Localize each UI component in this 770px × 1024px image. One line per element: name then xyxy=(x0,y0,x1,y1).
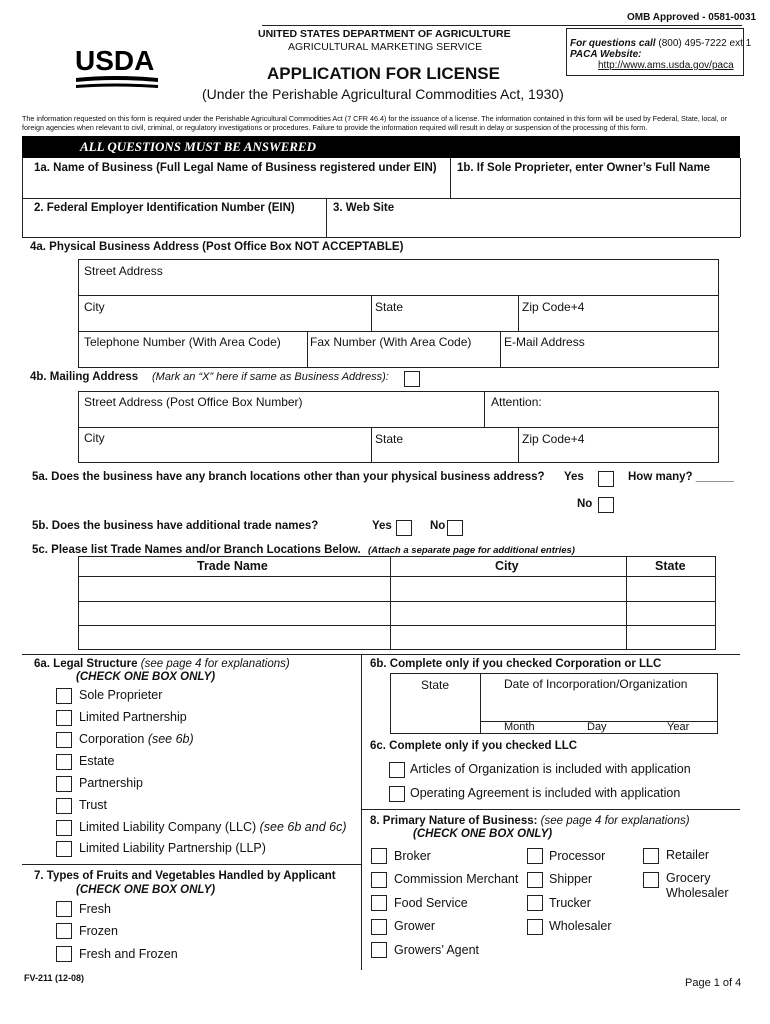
physical-row-rule-1 xyxy=(78,295,719,296)
legal-estate-label: Estate xyxy=(79,754,115,768)
mailing-state-field[interactable]: State xyxy=(375,432,404,446)
physical-street-field[interactable]: Street Address xyxy=(84,264,163,278)
q7-fresh-checkbox[interactable] xyxy=(56,901,72,917)
physical-row-rule-2 xyxy=(78,331,719,332)
paca-website-link[interactable]: http://www.ams.usda.gov/paca xyxy=(598,60,734,71)
physical-state-field[interactable]: State xyxy=(375,300,404,314)
legal-sole-proprieter-label: Sole Proprieter xyxy=(79,688,163,702)
mailing-street-field[interactable]: Street Address (Post Office Box Number) xyxy=(84,395,303,409)
q6b-year-label: Year xyxy=(667,721,690,733)
trade-names-table xyxy=(78,556,716,650)
physical-zip-field[interactable]: Zip Code+4 xyxy=(522,300,585,314)
form-id: FV-211 (12-08) xyxy=(24,973,85,983)
physical-zip-divider xyxy=(518,295,519,331)
right-frame xyxy=(740,158,741,237)
trade-row-rule-2 xyxy=(78,601,716,602)
q7-check-note: (CHECK ONE BOX ONLY) xyxy=(76,884,216,896)
q5b-no-checkbox[interactable] xyxy=(447,520,463,536)
q6b-month-label: Month xyxy=(504,721,535,733)
legal-partnership-label: Partnership xyxy=(79,776,143,790)
mailing-zip-divider xyxy=(518,427,519,463)
q5b-yes-checkbox[interactable] xyxy=(396,520,412,536)
q5a-yes-checkbox[interactable] xyxy=(598,471,614,487)
legal-limited-partnership-label: Limited Partnership xyxy=(79,710,187,724)
mailing-city-field[interactable]: City xyxy=(84,431,105,445)
physical-fax-divider xyxy=(307,331,308,368)
trade-header-state: State xyxy=(655,559,686,573)
usda-logo-text: USDA xyxy=(75,45,155,76)
mailing-state-divider xyxy=(371,427,372,463)
q5c-label: 5c. Please list Trade Names and/or Branch Locations Below. xyxy=(32,544,361,556)
trade-header-name: Trade Name xyxy=(197,559,268,573)
physical-email-field[interactable]: E-Mail Address xyxy=(504,335,585,349)
q7-fresh-frozen-label: Fresh and Frozen xyxy=(79,947,178,961)
q6b-state-field[interactable]: State xyxy=(421,678,450,692)
notice-text: The information requested on this form is required under the Perishable Agricultural Commodities Act (7 CFR 46.4) for the issuance of a license. The information contained in this form will be used by Federal, State, local, or foreign agencies when relevant to civil, criminal, or regulatory investigations or procedures. Failure to provide the information required will result in delay or suspension of the processing of this form. xyxy=(22,114,727,132)
q5b-no-label: No xyxy=(430,520,446,532)
q8-shipper-label: Shipper xyxy=(549,872,593,886)
q8-processor-checkbox[interactable] xyxy=(527,848,543,864)
same-address-checkbox[interactable] xyxy=(404,371,420,387)
q6c-articles-checkbox[interactable] xyxy=(389,762,405,778)
lower-top-rule xyxy=(22,654,740,655)
q8-check-note: (CHECK ONE BOX ONLY) xyxy=(413,828,553,840)
q8-retailer-checkbox[interactable] xyxy=(643,848,659,864)
trade-row-rule-3 xyxy=(78,625,716,626)
legal-corporation-label: Corporation (see 6b) xyxy=(79,732,194,746)
q8-food-service-checkbox[interactable] xyxy=(371,895,387,911)
q8-processor-label: Processor xyxy=(549,849,606,863)
q8-trucker-label: Trucker xyxy=(549,896,591,910)
q1a-label: 1a. Name of Business (Full Legal Name of Business registered under EIN) xyxy=(34,162,437,174)
legal-sole-proprieter-checkbox[interactable] xyxy=(56,688,72,704)
q8-food-service-label: Food Service xyxy=(394,896,468,910)
legal-corporation-checkbox[interactable] xyxy=(56,732,72,748)
q7-frozen-checkbox[interactable] xyxy=(56,923,72,939)
q5a-yes-label: Yes xyxy=(564,471,584,483)
q6b-day-label: Day xyxy=(587,721,607,733)
q6a-check-note: (CHECK ONE BOX ONLY) xyxy=(76,671,216,683)
q8-wholesaler-checkbox[interactable] xyxy=(527,919,543,935)
trade-col-rule-2 xyxy=(626,556,627,650)
questions-call: For questions call (800) 495-7222 ext 1 xyxy=(570,38,752,49)
q2-bottom-rule xyxy=(22,237,740,238)
physical-city-field[interactable]: City xyxy=(84,300,105,314)
q8-growers-agent-checkbox[interactable] xyxy=(371,942,387,958)
q1-divider xyxy=(450,158,451,198)
q5b-yes-label: Yes xyxy=(372,520,392,532)
legal-llc-label: Limited Liability Company (LLC) (see 6b and 6c) xyxy=(79,820,347,834)
q8-label: 8. Primary Nature of Business: (see page 4 for explanations) xyxy=(370,815,690,827)
q8-broker-label: Broker xyxy=(394,849,431,863)
legal-llp-label: Limited Liability Partnership (LLP) xyxy=(79,841,266,855)
q4b-label: 4b. Mailing Address xyxy=(30,371,139,383)
omb-rule xyxy=(262,25,742,26)
q5c-note: (Attach a separate page for additional entries) xyxy=(368,545,575,556)
q8-shipper-checkbox[interactable] xyxy=(527,872,543,888)
legal-trust-checkbox[interactable] xyxy=(56,798,72,814)
paca-website-label: PACA Website: xyxy=(570,49,642,60)
q8-wholesaler-label: Wholesaler xyxy=(549,919,612,933)
q8-commission-merchant-checkbox[interactable] xyxy=(371,872,387,888)
incorporation-divider xyxy=(480,673,481,734)
q6b-date-field[interactable]: Date of Incorporation/Organization xyxy=(504,677,688,691)
mailing-attention-divider xyxy=(484,391,485,427)
legal-llp-checkbox[interactable] xyxy=(56,841,72,857)
q8-retailer-label: Retailer xyxy=(666,848,710,862)
legal-trust-label: Trust xyxy=(79,798,108,812)
q8-commission-merchant-label: Commission Merchant xyxy=(394,872,519,886)
q5b-label: 5b. Does the business have additional trade names? xyxy=(32,520,319,532)
q6c-bottom-rule xyxy=(361,809,740,810)
q7-frozen-label: Frozen xyxy=(79,924,118,938)
usda-logo xyxy=(74,42,160,92)
q6a-label: 6a. Legal Structure (see page 4 for explanations) xyxy=(34,658,290,670)
q6c-articles-label: Articles of Organization is included with application xyxy=(410,762,691,776)
physical-phone-field[interactable]: Telephone Number (With Area Code) xyxy=(84,335,281,349)
q6c-operating-checkbox[interactable] xyxy=(389,786,405,802)
q6c-operating-label: Operating Agreement is included with application xyxy=(410,786,681,800)
q4b-note: (Mark an “X” here if same as Business Address): xyxy=(152,371,389,383)
legal-estate-checkbox[interactable] xyxy=(56,754,72,770)
q8-grocery-wholesaler-checkbox[interactable] xyxy=(643,872,659,888)
legal-llc-checkbox[interactable] xyxy=(56,820,72,836)
agency-service: AGRICULTURAL MARKETING SERVICE xyxy=(288,41,483,53)
mailing-attention-field[interactable]: Attention: xyxy=(491,395,542,409)
q8-trucker-checkbox[interactable] xyxy=(527,895,543,911)
q8-broker-checkbox[interactable] xyxy=(371,848,387,864)
q5a-no-label: No xyxy=(577,498,593,510)
q6c-label: 6c. Complete only if you checked LLC xyxy=(370,740,578,752)
q8-grower-label: Grower xyxy=(394,919,435,933)
q4a-label: 4a. Physical Business Address (Post Office Box NOT ACCEPTABLE) xyxy=(30,241,404,253)
q7-label: 7. Types of Fruits and Vegetables Handled by Applicant xyxy=(34,870,336,882)
q8-grocery-wholesaler-label: Grocery Wholesaler xyxy=(666,871,729,900)
q8-grower-checkbox[interactable] xyxy=(371,919,387,935)
trade-row-rule-1 xyxy=(78,576,716,577)
mailing-row-rule xyxy=(78,427,719,428)
mailing-zip-field[interactable]: Zip Code+4 xyxy=(522,432,585,446)
q2-divider xyxy=(326,198,327,237)
legal-partnership-checkbox[interactable] xyxy=(56,776,72,792)
q5a-howmany[interactable]: How many? ______ xyxy=(628,471,735,483)
q1b-label: 1b. If Sole Proprieter, enter Owner’s Full Name xyxy=(457,162,711,174)
agency-department: UNITED STATES DEPARTMENT OF AGRICULTURE xyxy=(258,28,511,40)
q8-growers-agent-label: Growers’ Agent xyxy=(394,943,479,957)
omb-number: OMB Approved - 0581-0031 xyxy=(627,12,757,23)
q6b-label: 6b. Complete only if you checked Corporation or LLC xyxy=(370,658,662,670)
q1-bottom-rule xyxy=(22,198,740,199)
physical-fax-field[interactable]: Fax Number (With Area Code) xyxy=(310,335,472,349)
q5a-no-checkbox[interactable] xyxy=(598,497,614,513)
q6a-bottom-rule xyxy=(22,864,361,865)
lower-center-divider xyxy=(361,654,362,970)
q2-label: 2. Federal Employer Identification Number (EIN) xyxy=(34,202,295,214)
trade-header-city: City xyxy=(495,559,519,573)
trade-col-rule-1 xyxy=(390,556,391,650)
physical-state-divider xyxy=(371,295,372,331)
q7-fresh-frozen-checkbox[interactable] xyxy=(56,946,72,962)
q5a-label: 5a. Does the business have any branch locations other than your physical business address? xyxy=(32,471,545,483)
page-number: Page 1 of 4 xyxy=(685,977,742,989)
physical-email-divider xyxy=(500,331,501,368)
form-title: APPLICATION FOR LICENSE xyxy=(267,64,500,83)
banner-text: ALL QUESTIONS MUST BE ANSWERED xyxy=(80,139,316,154)
legal-limited-partnership-checkbox[interactable] xyxy=(56,710,72,726)
q7-fresh-label: Fresh xyxy=(79,902,111,916)
q3-label: 3. Web Site xyxy=(333,202,395,214)
form-subtitle: (Under the Perishable Agricultural Commodities Act, 1930) xyxy=(202,86,564,102)
